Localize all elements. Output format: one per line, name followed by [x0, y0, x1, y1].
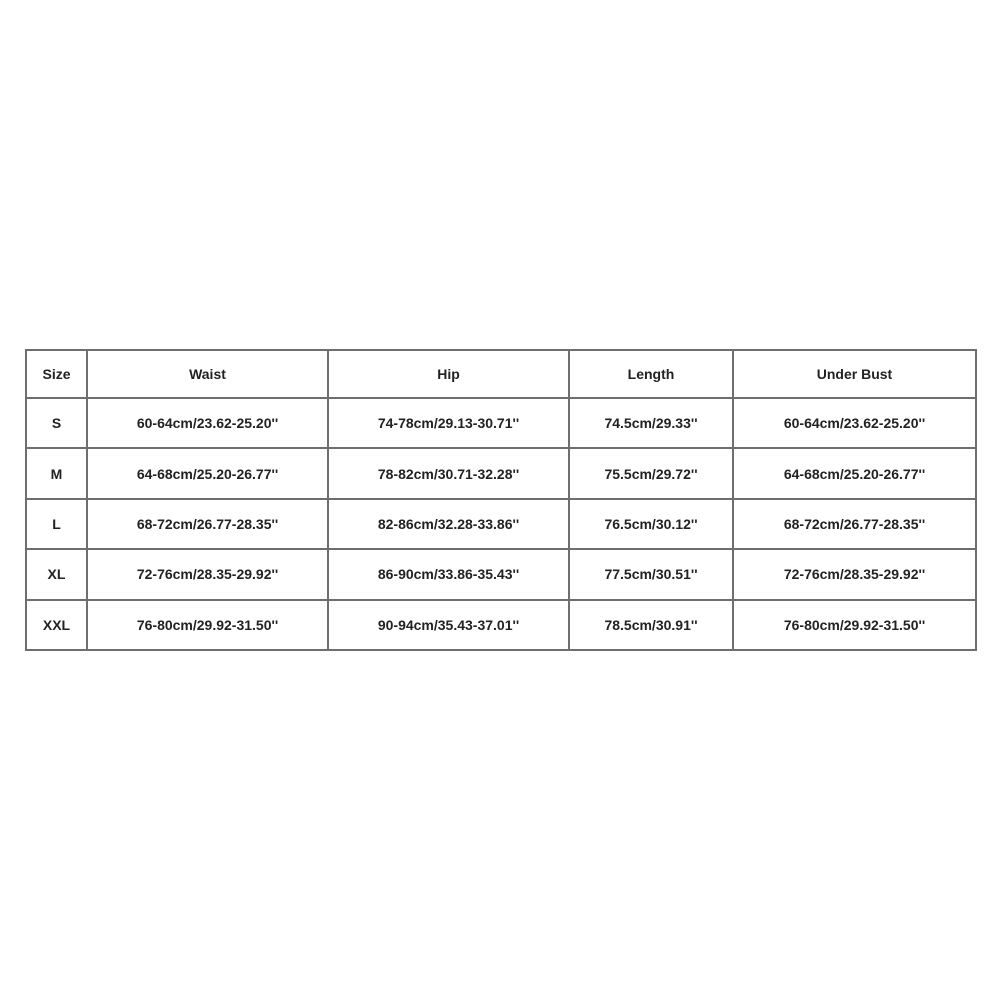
table-row [26, 600, 976, 650]
hip-cell: 78-82cm/30.71-32.28'' [328, 448, 569, 498]
under-bust-cell: 76-80cm/29.92-31.50'' [733, 600, 976, 650]
waist-cell: 60-64cm/23.62-25.20'' [87, 398, 328, 448]
size-cell: XL [26, 549, 87, 599]
size-cell: S [26, 398, 87, 448]
table-row [26, 398, 976, 448]
header-waist: Waist [87, 350, 328, 398]
hip-cell: 90-94cm/35.43-37.01'' [328, 600, 569, 650]
length-cell: 74.5cm/29.33'' [569, 398, 733, 448]
header-length: Length [569, 350, 733, 398]
header-row [26, 350, 976, 398]
header-hip: Hip [328, 350, 569, 398]
size-cell: L [26, 499, 87, 549]
table-row [26, 448, 976, 498]
length-cell: 77.5cm/30.51'' [569, 549, 733, 599]
waist-cell: 76-80cm/29.92-31.50'' [87, 600, 328, 650]
under-bust-cell: 72-76cm/28.35-29.92'' [733, 549, 976, 599]
length-cell: 75.5cm/29.72'' [569, 448, 733, 498]
waist-cell: 68-72cm/26.77-28.35'' [87, 499, 328, 549]
hip-cell: 82-86cm/32.28-33.86'' [328, 499, 569, 549]
under-bust-cell: 68-72cm/26.77-28.35'' [733, 499, 976, 549]
header-under-bust: Under Bust [733, 350, 976, 398]
hip-cell: 74-78cm/29.13-30.71'' [328, 398, 569, 448]
waist-cell: 72-76cm/28.35-29.92'' [87, 549, 328, 599]
length-cell: 78.5cm/30.91'' [569, 600, 733, 650]
header-size: Size [26, 350, 87, 398]
length-cell: 76.5cm/30.12'' [569, 499, 733, 549]
table-row [26, 499, 976, 549]
waist-cell: 64-68cm/25.20-26.77'' [87, 448, 328, 498]
table-header [26, 350, 976, 398]
table-body [26, 398, 976, 650]
size-cell: XXL [26, 600, 87, 650]
under-bust-cell: 60-64cm/23.62-25.20'' [733, 398, 976, 448]
size-chart-table [25, 349, 977, 651]
size-cell: M [26, 448, 87, 498]
hip-cell: 86-90cm/33.86-35.43'' [328, 549, 569, 599]
under-bust-cell: 64-68cm/25.20-26.77'' [733, 448, 976, 498]
table-row [26, 549, 976, 599]
